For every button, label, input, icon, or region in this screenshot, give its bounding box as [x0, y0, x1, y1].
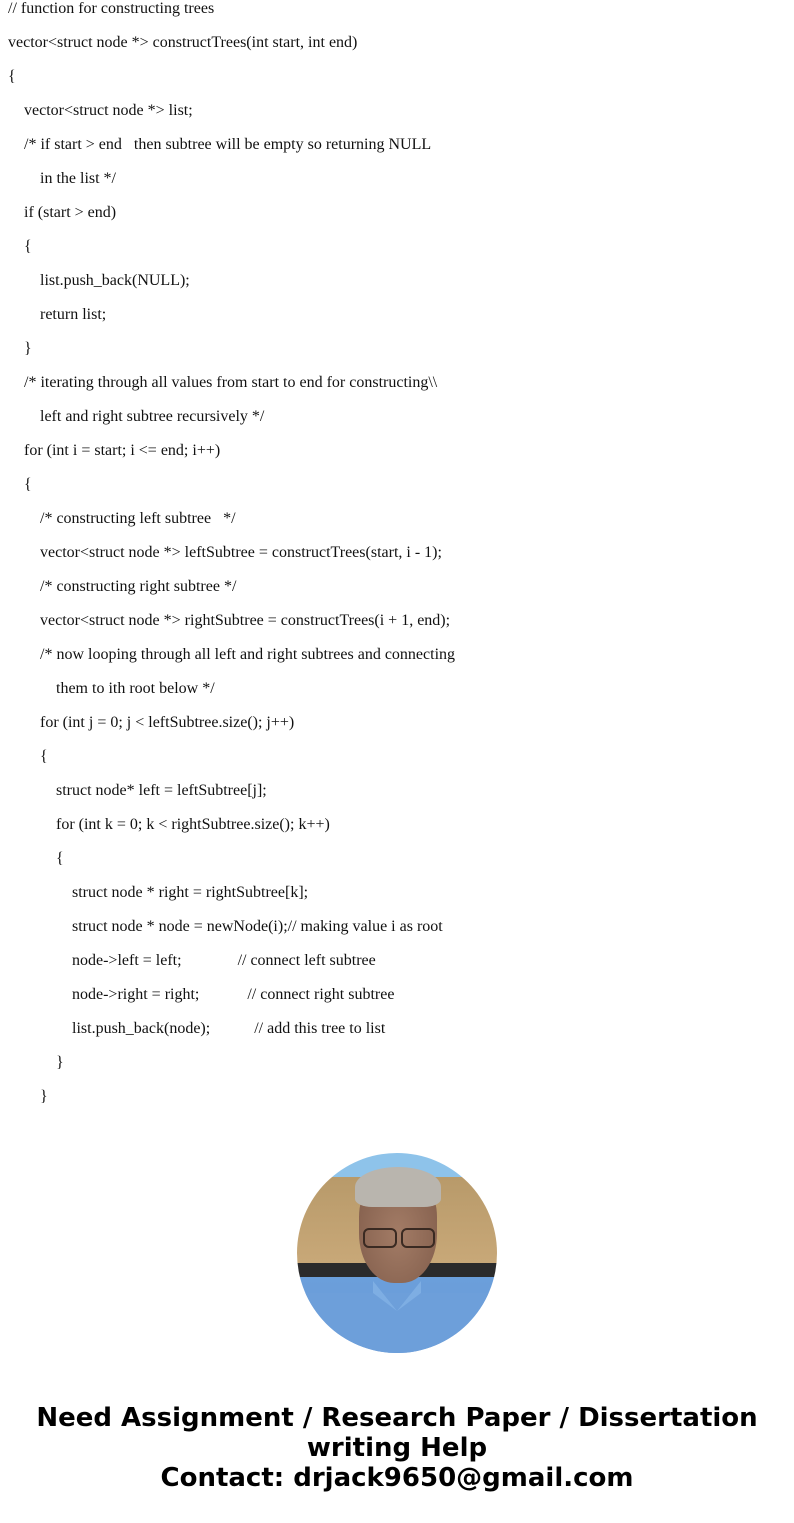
code-line: node->right = right; // connect right subtree — [72, 986, 395, 1003]
code-line: struct node* left = leftSubtree[j]; — [56, 782, 267, 799]
code-line: { — [56, 850, 64, 867]
avatar-hair — [355, 1167, 441, 1207]
code-line: struct node * node = newNode(i);// making value i as root — [72, 918, 443, 935]
code-line: if (start > end) — [24, 204, 117, 221]
code-line: /* if start > end then subtree will be empty so returning NULL — [24, 136, 432, 153]
code-line: vector<struct node *> constructTrees(int start, int end) — [8, 34, 358, 51]
banner-line-1: Need Assignment / Research Paper / Dissertation — [36, 1403, 758, 1433]
code-line: } — [24, 340, 32, 357]
code-line: { — [40, 748, 48, 765]
code-line: for (int i = start; i <= end; i++) — [24, 442, 221, 459]
contact-banner — [0, 1403, 794, 1493]
code-line: for (int k = 0; k < rightSubtree.size(); k++) — [56, 816, 330, 833]
code-line: them to ith root below */ — [56, 680, 215, 697]
code-line: { — [8, 68, 16, 85]
code-line: vector<struct node *> rightSubtree = constructTrees(i + 1, end); — [40, 612, 451, 629]
code-line: } — [56, 1054, 64, 1071]
code-line: /* iterating through all values from start to end for constructing\\ — [24, 374, 438, 391]
code-line: struct node * right = rightSubtree[k]; — [72, 884, 309, 901]
code-line: /* now looping through all left and right subtrees and connecting — [40, 646, 456, 663]
code-line: vector<struct node *> list; — [24, 102, 193, 119]
code-line: return list; — [40, 306, 107, 323]
avatar-glasses — [363, 1228, 433, 1246]
code-line: vector<struct node *> leftSubtree = constructTrees(start, i - 1); — [40, 544, 442, 561]
code-line: left and right subtree recursively */ — [40, 408, 265, 425]
code-line: node->left = left; // connect left subtree — [72, 952, 376, 969]
code-line: list.push_back(NULL); — [40, 272, 190, 289]
code-line: /* constructing right subtree */ — [40, 578, 237, 595]
code-line: { — [24, 238, 32, 255]
code-line: // function for constructing trees — [8, 0, 215, 17]
code-line: /* constructing left subtree */ — [40, 510, 236, 527]
code-line: { — [24, 476, 32, 493]
code-line: } — [40, 1088, 48, 1105]
avatar-shirt — [297, 1293, 497, 1353]
banner-line-2: writing Help — [306, 1433, 488, 1463]
code-line: in the list */ — [40, 170, 116, 187]
code-line: list.push_back(node); // add this tree to list — [72, 1020, 386, 1037]
author-avatar — [297, 1153, 497, 1353]
banner-contact: Contact: drjack9650@gmail.com — [160, 1463, 634, 1493]
code-line: for (int j = 0; j < leftSubtree.size(); j++) — [40, 714, 295, 731]
